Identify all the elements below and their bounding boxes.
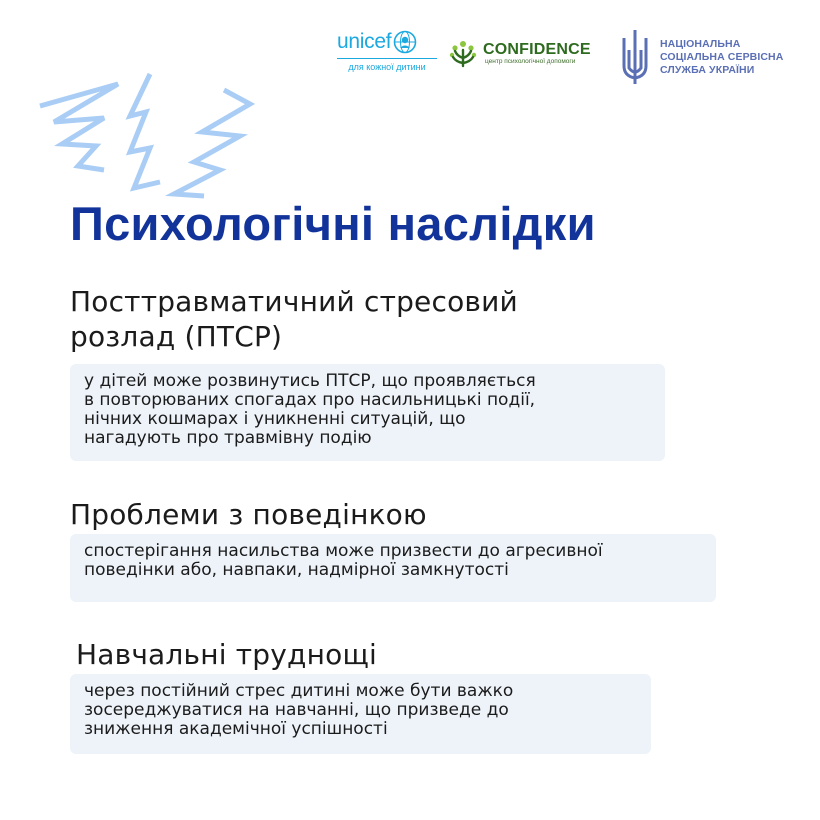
confidence-logo xyxy=(448,38,591,68)
unicef-globe-icon xyxy=(393,30,417,54)
unicef-tagline: для кожної дитини xyxy=(348,62,426,72)
section-heading-ptsd: Посттравматичний стресовий розлад (ПТСР) xyxy=(70,285,518,353)
nssu-logo xyxy=(620,28,783,86)
page-title: Психологічні наслідки xyxy=(70,197,596,250)
section-text-behavior: спостерігання насильства може призвести до агресивної поведінки або, навпаки, надмірної замкнутості xyxy=(70,534,716,602)
section-text-learning: через постійний стрес дитині може бути важко зосереджуватися на навчанні, що призведе до зниження академічної успішності xyxy=(70,674,651,754)
trident-icon xyxy=(620,28,650,86)
nssu-line-1: НАЦІОНАЛЬНА xyxy=(660,37,741,50)
confidence-subtitle: центр психологічної допомоги xyxy=(485,57,576,65)
confidence-sprout-icon xyxy=(448,38,478,68)
section-heading-behavior: Проблеми з поведінкою xyxy=(70,498,427,531)
unicef-divider xyxy=(337,58,437,59)
unicef-wordmark: unicef xyxy=(337,30,392,53)
unicef-logo xyxy=(337,30,439,72)
section-text-ptsd: у дітей може розвинутись ПТСР, що проявляється в повторюваних спогадах про насильницькі події, нічних кошмарах і уникненні ситуацій, що нагадують про травмівну подію xyxy=(70,364,665,461)
nssu-line-2: СОЦІАЛЬНА СЕРВІСНА xyxy=(660,50,784,63)
nssu-line-3: СЛУЖБА УКРАЇНИ xyxy=(660,63,755,76)
section-heading-learning: Навчальні труднощі xyxy=(76,638,378,671)
confidence-wordmark: CONFIDENCE xyxy=(483,40,591,58)
zigzag-burst-icon xyxy=(34,66,264,206)
